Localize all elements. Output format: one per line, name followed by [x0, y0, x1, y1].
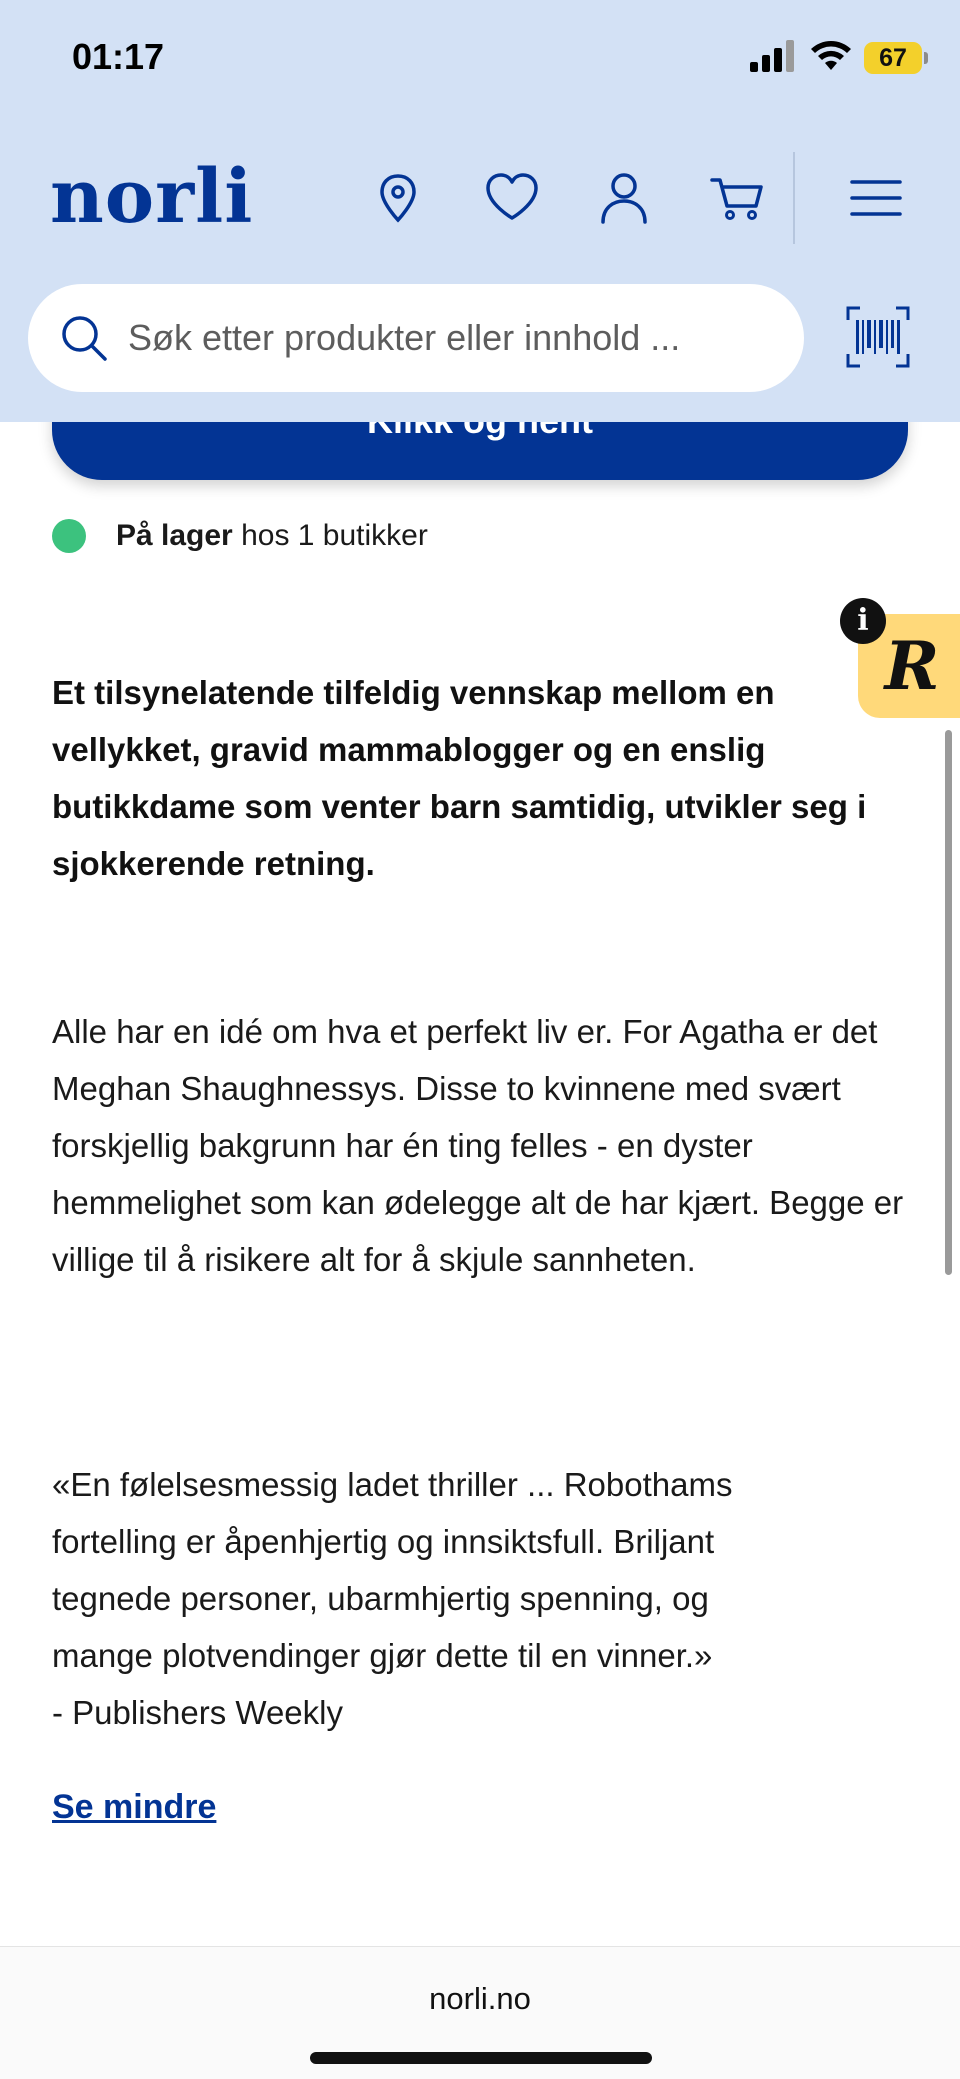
stock-text — [116, 519, 428, 553]
store-locator-button[interactable] — [368, 168, 428, 228]
location-pin-icon — [368, 168, 428, 228]
description-lead: Et tilsynelatende tilfeldig vennskap mellom en vellykket, gravid mammablogger og en enslig butikkdame som venter barn samtidig, utvikler seg i sjokkerende retning. — [52, 674, 867, 882]
wifi-icon — [810, 40, 852, 77]
account-button[interactable] — [594, 168, 654, 228]
search-bar[interactable] — [28, 284, 804, 392]
info-icon[interactable]: i — [840, 598, 886, 644]
page-scrollbar[interactable] — [945, 730, 952, 1275]
user-icon — [594, 168, 654, 228]
quote-line: fortelling er åpenhjertig og innsiktsfull. Briljant — [52, 1523, 715, 1560]
review-quote — [52, 1456, 912, 1741]
cart-button[interactable] — [708, 168, 768, 228]
status-indicators — [750, 40, 922, 76]
nav-divider — [793, 152, 795, 244]
wishlist-button[interactable] — [482, 168, 542, 228]
battery-indicator: 67 — [864, 42, 922, 74]
cart-icon — [708, 168, 768, 228]
menu-icon — [846, 168, 906, 228]
menu-button[interactable] — [846, 168, 906, 228]
status-time: 01:17 — [72, 36, 165, 77]
site-header — [0, 0, 960, 422]
barcode-scan-button[interactable] — [846, 306, 910, 368]
quote-line: tegnede personer, ubarmhjertig spenning, og — [52, 1580, 709, 1617]
heart-icon — [482, 168, 542, 228]
search-icon — [58, 312, 110, 364]
stock-availability — [52, 518, 428, 554]
see-less-link[interactable]: Se mindre — [52, 1788, 217, 1826]
in-stock-indicator — [52, 519, 86, 553]
home-indicator[interactable] — [310, 2052, 652, 2064]
stock-status: På lager — [116, 519, 233, 552]
description-paragraph: Alle har en idé om hva et perfekt liv er. For Agatha er det Meghan Shaughnessys. Disse to kvinnene med svært forskjellig bakgrunn har én ting felles - en dyster hemmelighet som kan ødelegge alt de har kjært. Begge er villige til å risikere alt for å skjule sannheten. — [52, 1013, 904, 1278]
quote-source: - Publishers Weekly — [52, 1694, 343, 1731]
browser-address-bar[interactable] — [0, 1946, 960, 2079]
browser-url[interactable]: norli.no — [429, 1981, 531, 2016]
cellular-signal-icon — [750, 40, 796, 77]
search-input[interactable] — [128, 304, 768, 372]
reader-logo-icon: R — [884, 627, 940, 705]
norli-logo[interactable]: norli — [50, 154, 254, 240]
quote-line: mange plotvendinger gjør dette til en vinner.» — [52, 1637, 713, 1674]
stock-detail: hos 1 butikker — [241, 519, 428, 552]
quote-line: «En følelsesmessig ladet thriller ... Robothams — [52, 1466, 733, 1503]
barcode-scan-icon — [846, 306, 910, 368]
